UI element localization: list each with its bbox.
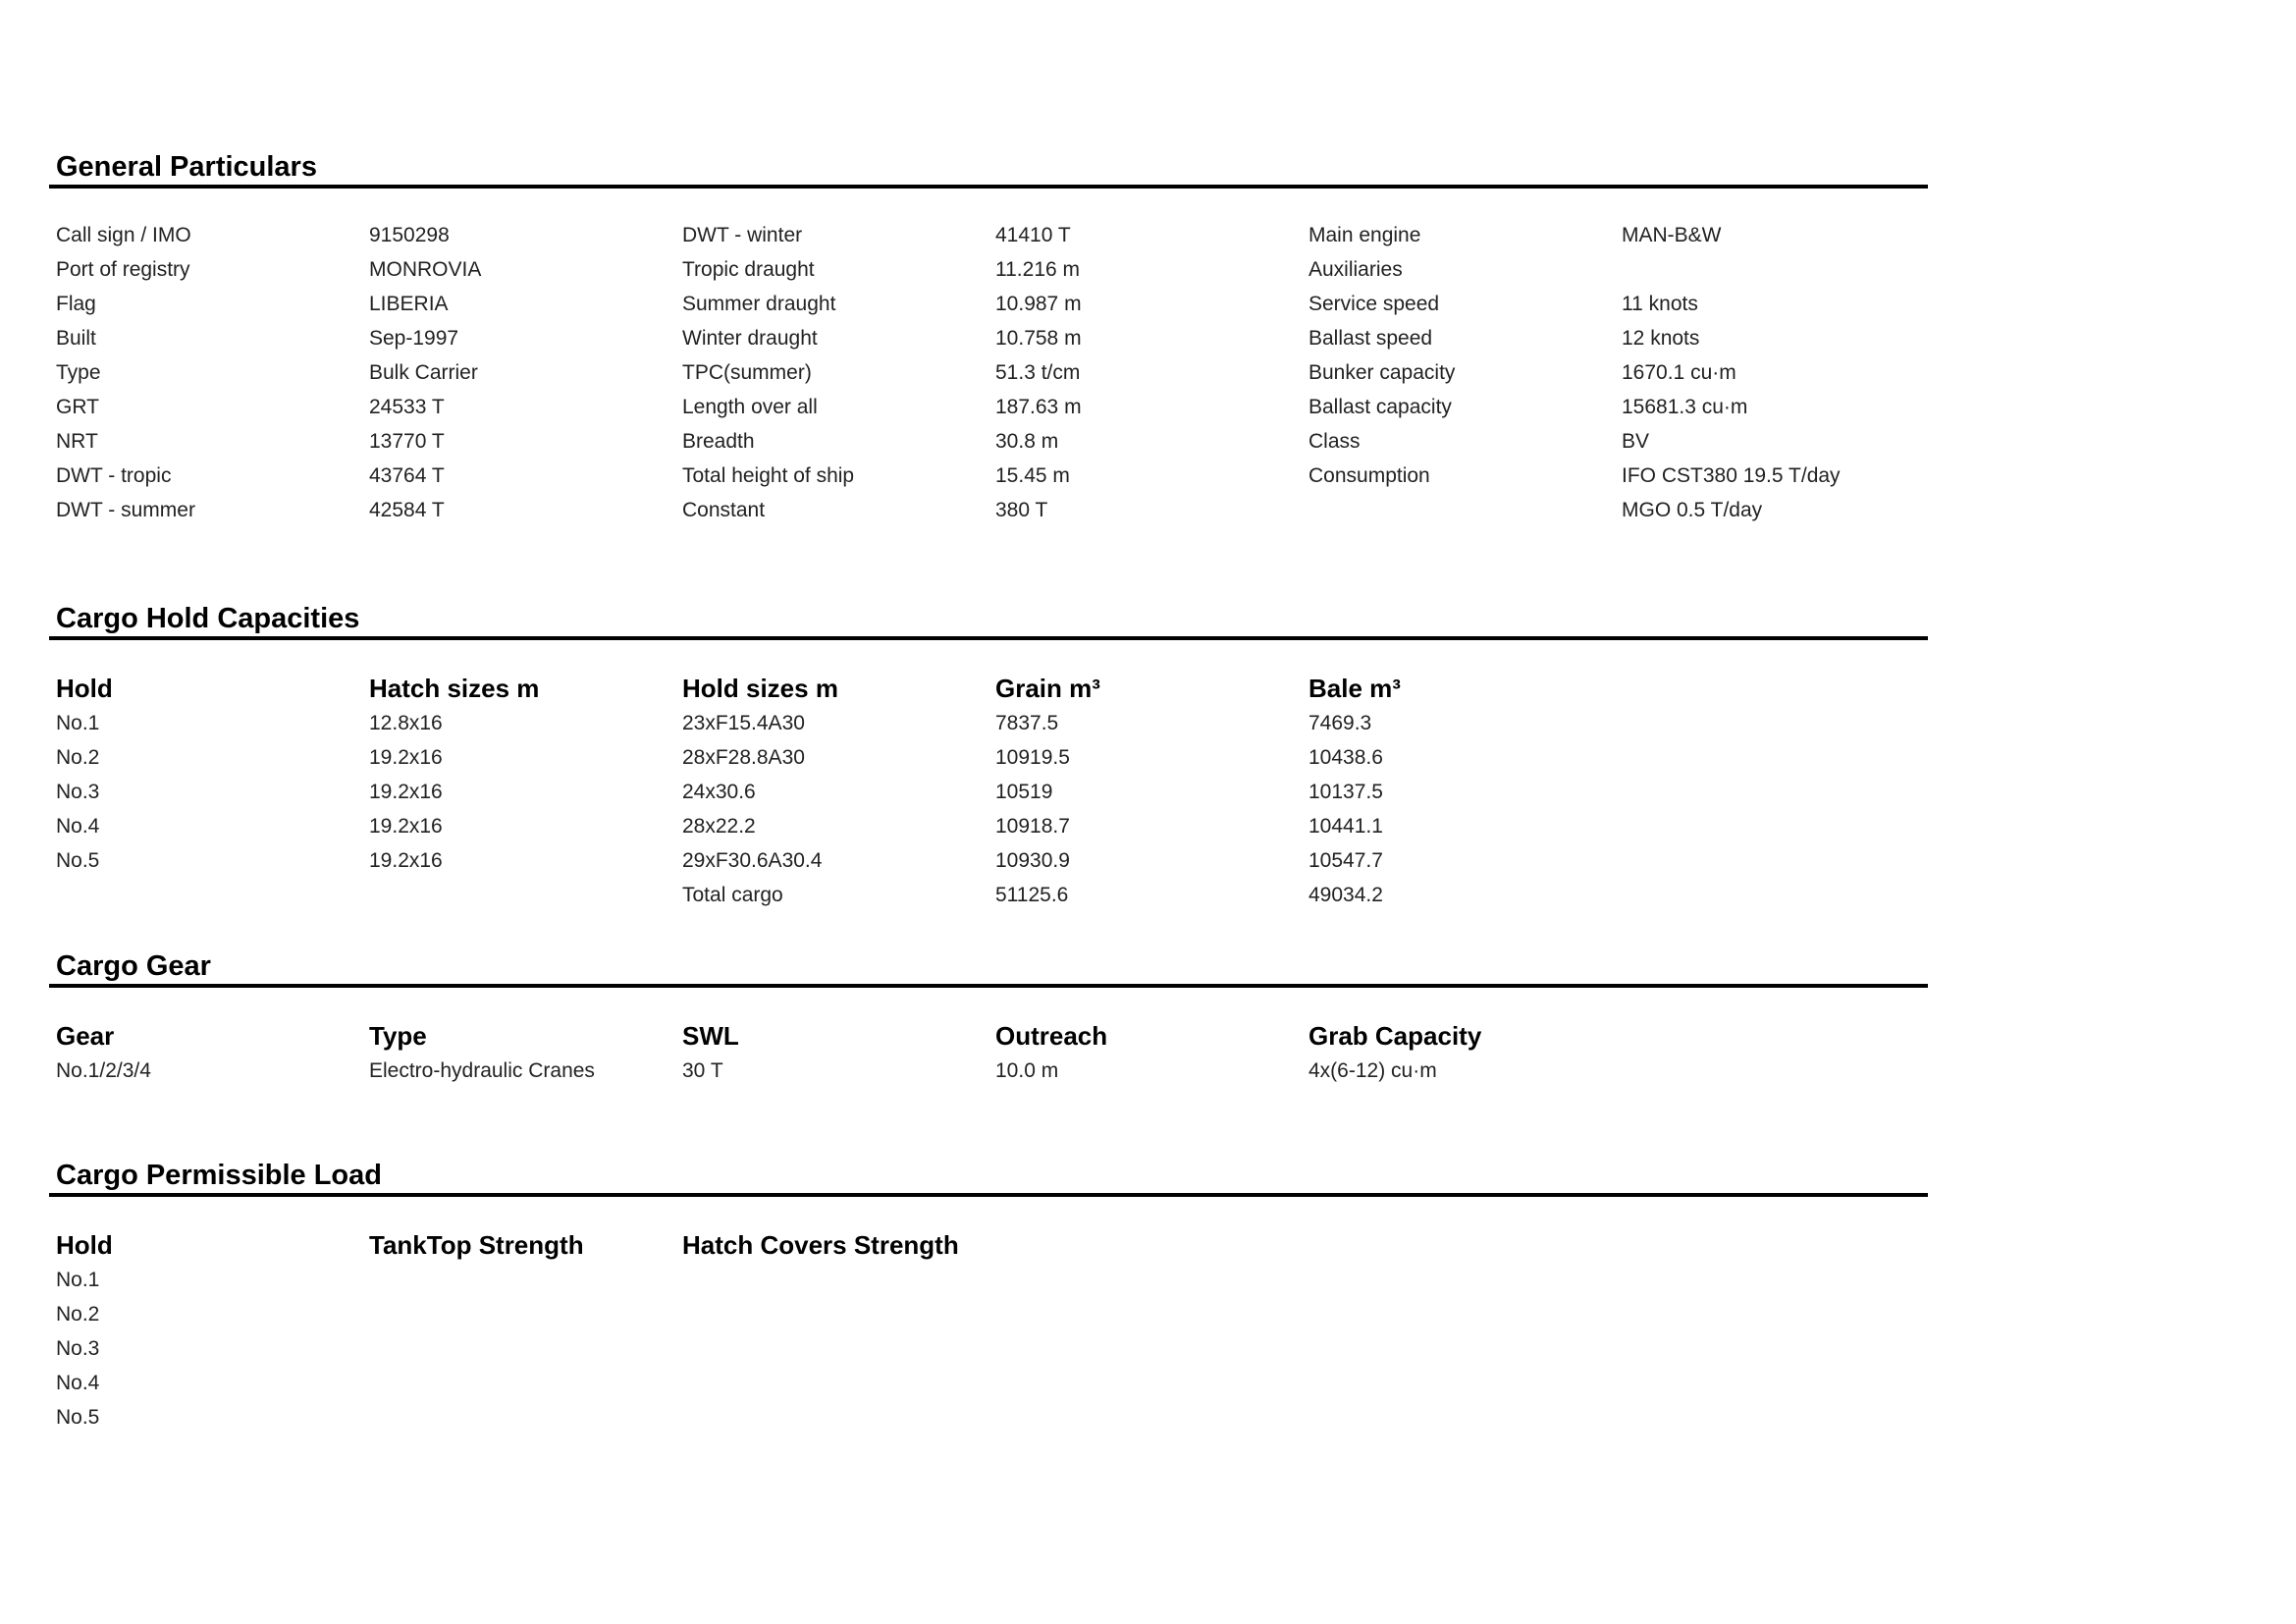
value-cell: 15.45 m (995, 463, 1070, 487)
table-cell: 7837.5 (995, 711, 1059, 734)
table-cell: 19.2x16 (369, 814, 443, 838)
value-cell: MONROVIA (369, 257, 482, 281)
column-header: Hold (56, 1229, 113, 1260)
table-row (49, 1400, 1928, 1435)
table-header-row (49, 1227, 1928, 1263)
value-cell: 11.216 m (995, 257, 1080, 281)
table-cell: No.5 (56, 1405, 100, 1429)
label-cell: Built (56, 326, 96, 350)
label-cell: NRT (56, 429, 98, 453)
value-cell: MGO 0.5 T/day (1622, 498, 1763, 521)
value-cell: MAN-B&W (1622, 223, 1722, 246)
table-cell: 28x22.2 (682, 814, 756, 838)
table-row (49, 252, 1928, 287)
label-cell: Port of registry (56, 257, 190, 281)
label-cell: Class (1308, 429, 1361, 453)
table-row (49, 424, 1928, 459)
table-row (49, 740, 1928, 775)
table-row (49, 1331, 1928, 1366)
value-cell: 380 T (995, 498, 1048, 521)
table-row (49, 1297, 1928, 1331)
value-cell: LIBERIA (369, 292, 449, 315)
value-cell: 9150298 (369, 223, 450, 246)
table-row (49, 809, 1928, 843)
column-header: Gear (56, 1020, 115, 1051)
table-cell: 10438.6 (1308, 745, 1383, 769)
label-cell: Tropic draught (682, 257, 815, 281)
column-header: Hatch sizes m (369, 673, 540, 703)
value-cell: 187.63 m (995, 395, 1082, 418)
label-cell: Winter draught (682, 326, 818, 350)
label-cell: Bunker capacity (1308, 360, 1456, 384)
section-title: General Particulars (49, 149, 1928, 189)
table-cell: No.1/2/3/4 (56, 1058, 151, 1082)
table-header-row (49, 1018, 1928, 1054)
cargo-hold-capacities-section (49, 601, 1928, 912)
value-cell: 42584 T (369, 498, 445, 521)
label-cell: GRT (56, 395, 99, 418)
label-cell: Length over all (682, 395, 818, 418)
label-cell: DWT - summer (56, 498, 195, 521)
column-header: Grain m³ (995, 673, 1100, 703)
table-cell: 10441.1 (1308, 814, 1383, 838)
table-cell: 4x(6-12) cu·m (1308, 1058, 1437, 1082)
section-title: Cargo Gear (49, 948, 1928, 988)
value-cell: IFO CST380 19.5 T/day (1622, 463, 1841, 487)
label-cell: Constant (682, 498, 766, 521)
table-cell: 10918.7 (995, 814, 1070, 838)
label-cell: TPC(summer) (682, 360, 812, 384)
value-cell: 10.987 m (995, 292, 1082, 315)
table-total-row (49, 878, 1928, 912)
table-cell: No.4 (56, 814, 100, 838)
cargo-permissible-load-section (49, 1158, 1928, 1435)
table-cell: No.4 (56, 1371, 100, 1394)
table-row (49, 459, 1928, 493)
table-cell: 10930.9 (995, 848, 1070, 872)
table-cell: 12.8x16 (369, 711, 443, 734)
table-cell: 7469.3 (1308, 711, 1372, 734)
label-cell: Consumption (1308, 463, 1430, 487)
cargo-hold-table (49, 671, 1928, 912)
value-cell: 41410 T (995, 223, 1071, 246)
value-cell: 12 knots (1622, 326, 1700, 350)
label-cell: Ballast speed (1308, 326, 1433, 350)
permissible-load-table (49, 1227, 1928, 1435)
table-row (49, 493, 1928, 527)
table-cell: 24x30.6 (682, 780, 756, 803)
value-cell: 15681.3 cu·m (1622, 395, 1748, 418)
general-particulars-section (49, 149, 1928, 527)
label-cell: Main engine (1308, 223, 1421, 246)
table-row (49, 390, 1928, 424)
table-cell: 19.2x16 (369, 848, 443, 872)
label-cell: DWT - winter (682, 223, 803, 246)
section-title: Cargo Hold Capacities (49, 601, 1928, 640)
table-cell: 19.2x16 (369, 780, 443, 803)
table-cell: 29xF30.6A30.4 (682, 848, 823, 872)
value-cell: Sep-1997 (369, 326, 459, 350)
total-label: Total cargo (682, 883, 783, 906)
table-row (49, 218, 1928, 252)
table-row (49, 321, 1928, 355)
cargo-gear-section (49, 948, 1928, 1088)
total-grain: 51125.6 (995, 883, 1069, 906)
column-header: Hold sizes m (682, 673, 838, 703)
general-particulars-table (49, 218, 1928, 527)
table-cell: 10519 (995, 780, 1053, 803)
table-cell: No.2 (56, 745, 100, 769)
table-cell: Electro-hydraulic Cranes (369, 1058, 595, 1082)
table-cell: No.3 (56, 780, 100, 803)
table-row (49, 1054, 1928, 1088)
column-header: Bale m³ (1308, 673, 1401, 703)
table-cell: 23xF15.4A30 (682, 711, 805, 734)
table-row (49, 287, 1928, 321)
value-cell: 13770 T (369, 429, 445, 453)
column-header: Outreach (995, 1020, 1108, 1051)
cargo-gear-table (49, 1018, 1928, 1088)
label-cell: Flag (56, 292, 96, 315)
section-title: Cargo Permissible Load (49, 1158, 1928, 1197)
label-cell: Ballast capacity (1308, 395, 1452, 418)
table-cell: 10547.7 (1308, 848, 1383, 872)
value-cell: BV (1622, 429, 1650, 453)
value-cell: Bulk Carrier (369, 360, 478, 384)
label-cell: Call sign / IMO (56, 223, 191, 246)
table-cell: 19.2x16 (369, 745, 443, 769)
table-cell: 10137.5 (1308, 780, 1383, 803)
column-header: Hold (56, 673, 113, 703)
value-cell: 24533 T (369, 395, 445, 418)
table-row (49, 1263, 1928, 1297)
column-header: Hatch Covers Strength (682, 1229, 959, 1260)
table-cell: No.5 (56, 848, 100, 872)
label-cell: Service speed (1308, 292, 1440, 315)
label-cell: Type (56, 360, 101, 384)
total-bale: 49034.2 (1308, 883, 1383, 906)
label-cell: Summer draught (682, 292, 836, 315)
column-header: Grab Capacity (1308, 1020, 1482, 1051)
table-cell: No.1 (56, 1268, 100, 1291)
table-cell: 10919.5 (995, 745, 1070, 769)
table-row (49, 706, 1928, 740)
label-cell: Breadth (682, 429, 755, 453)
column-header: TankTop Strength (369, 1229, 584, 1260)
table-cell: No.3 (56, 1336, 100, 1360)
table-cell: No.1 (56, 711, 100, 734)
label-cell: DWT - tropic (56, 463, 172, 487)
table-row (49, 355, 1928, 390)
value-cell: 30.8 m (995, 429, 1059, 453)
table-cell: 30 T (682, 1058, 723, 1082)
value-cell: 11 knots (1622, 292, 1698, 315)
column-header: Type (369, 1020, 427, 1051)
value-cell: 51.3 t/cm (995, 360, 1081, 384)
table-header-row (49, 671, 1928, 706)
label-cell: Total height of ship (682, 463, 855, 487)
value-cell: 43764 T (369, 463, 445, 487)
value-cell: 1670.1 cu·m (1622, 360, 1736, 384)
table-cell: 28xF28.8A30 (682, 745, 805, 769)
table-cell: 10.0 m (995, 1058, 1059, 1082)
label-cell: Auxiliaries (1308, 257, 1403, 281)
table-row (49, 775, 1928, 809)
table-cell: No.2 (56, 1302, 100, 1326)
table-row (49, 1366, 1928, 1400)
column-header: SWL (682, 1020, 739, 1051)
table-row (49, 843, 1928, 878)
value-cell: 10.758 m (995, 326, 1082, 350)
